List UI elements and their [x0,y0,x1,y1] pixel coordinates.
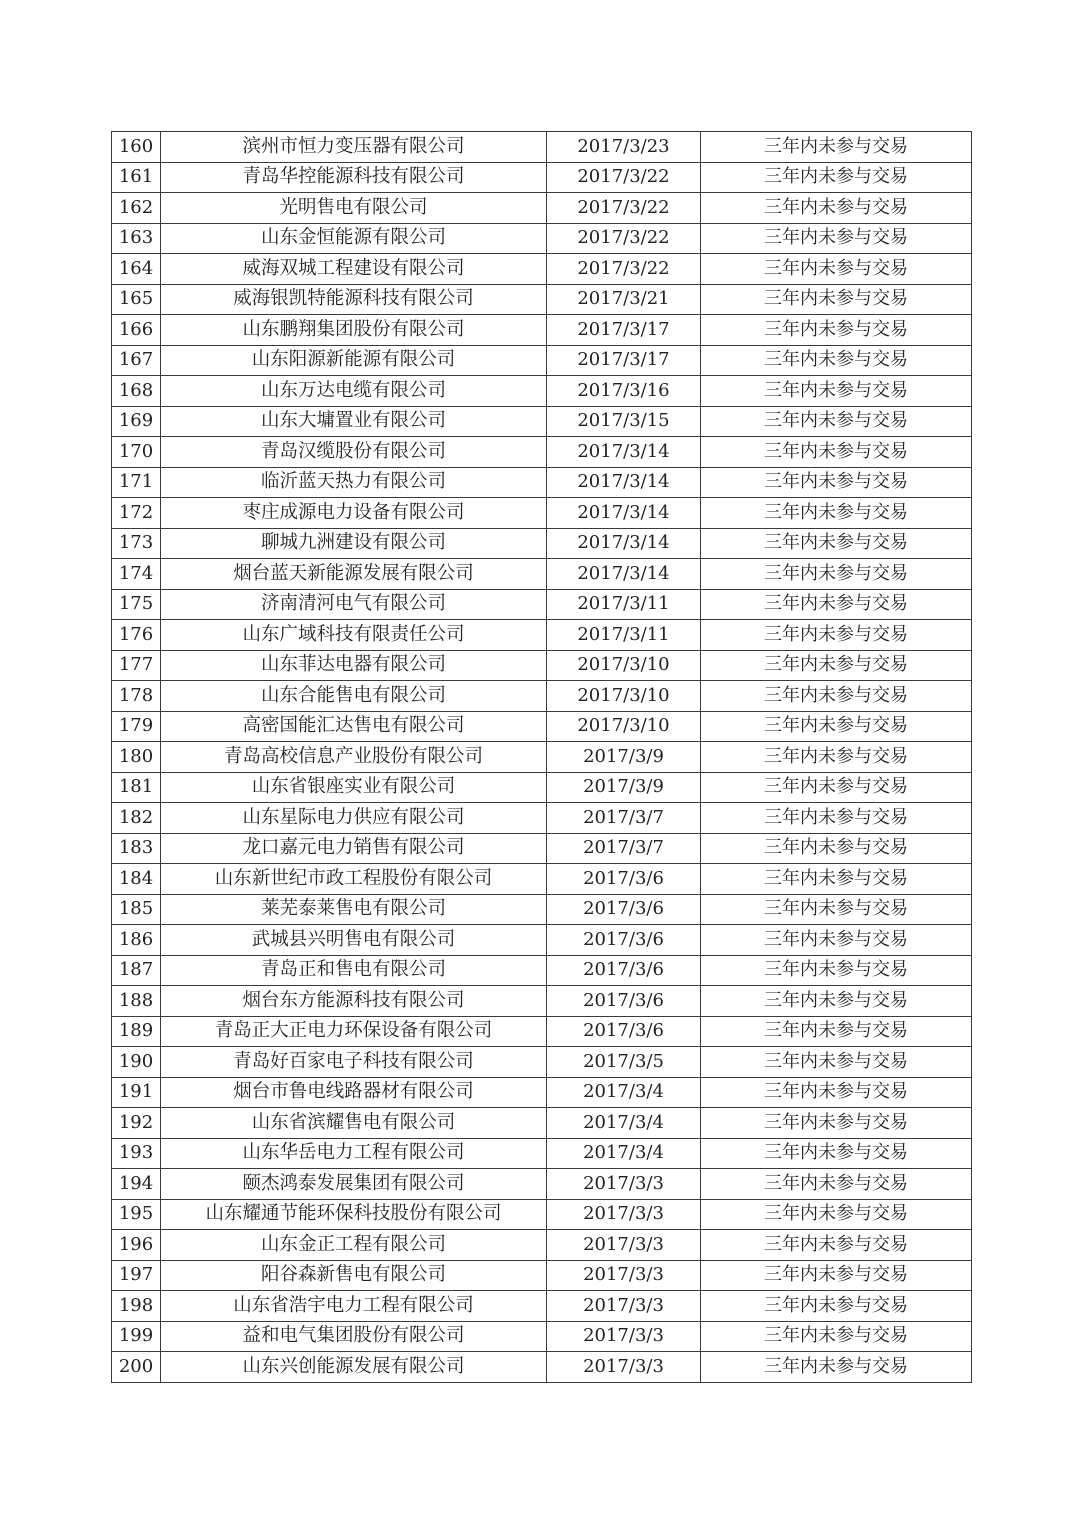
table-row [112,711,972,742]
status-cell: 三年内未参与交易 [701,1230,972,1261]
row-number-cell: 180 [112,742,161,773]
row-number-cell: 160 [112,132,161,163]
date-cell: 2017/3/6 [547,864,701,895]
company-name-cell: 莱芜泰莱售电有限公司 [161,894,547,925]
date-cell: 2017/3/14 [547,498,701,529]
table-row [112,223,972,254]
company-name-cell: 烟台市鲁电线路器材有限公司 [161,1077,547,1108]
row-number-cell: 181 [112,772,161,803]
table-row [112,1352,972,1383]
status-cell: 三年内未参与交易 [701,1260,972,1291]
row-number-cell: 179 [112,711,161,742]
date-cell: 2017/3/3 [547,1260,701,1291]
row-number-cell: 200 [112,1352,161,1383]
table-row [112,955,972,986]
date-cell: 2017/3/10 [547,681,701,712]
table-row [112,162,972,193]
date-cell: 2017/3/3 [547,1230,701,1261]
status-cell: 三年内未参与交易 [701,1077,972,1108]
row-number-cell: 175 [112,589,161,620]
company-name-cell: 山东华岳电力工程有限公司 [161,1138,547,1169]
date-cell: 2017/3/10 [547,711,701,742]
row-number-cell: 162 [112,193,161,224]
table-row [112,1230,972,1261]
company-name-cell: 济南清河电气有限公司 [161,589,547,620]
table-row [112,193,972,224]
status-cell: 三年内未参与交易 [701,711,972,742]
date-cell: 2017/3/5 [547,1047,701,1078]
date-cell: 2017/3/17 [547,315,701,346]
row-number-cell: 198 [112,1291,161,1322]
row-number-cell: 185 [112,894,161,925]
status-cell: 三年内未参与交易 [701,528,972,559]
row-number-cell: 170 [112,437,161,468]
company-name-cell: 山东菲达电器有限公司 [161,650,547,681]
table-row [112,894,972,925]
company-name-cell: 山东鹏翔集团股份有限公司 [161,315,547,346]
company-name-cell: 山东省银座实业有限公司 [161,772,547,803]
row-number-cell: 166 [112,315,161,346]
company-name-cell: 山东合能售电有限公司 [161,681,547,712]
date-cell: 2017/3/11 [547,589,701,620]
date-cell: 2017/3/22 [547,223,701,254]
table-row [112,803,972,834]
date-cell: 2017/3/3 [547,1291,701,1322]
row-number-cell: 197 [112,1260,161,1291]
row-number-cell: 168 [112,376,161,407]
company-name-cell: 青岛好百家电子科技有限公司 [161,1047,547,1078]
date-cell: 2017/3/22 [547,193,701,224]
row-number-cell: 161 [112,162,161,193]
row-number-cell: 195 [112,1199,161,1230]
row-number-cell: 188 [112,986,161,1017]
row-number-cell: 163 [112,223,161,254]
table-row [112,406,972,437]
table-row [112,620,972,651]
company-name-cell: 山东金正工程有限公司 [161,1230,547,1261]
table-row [112,1260,972,1291]
table-row [112,1138,972,1169]
status-cell: 三年内未参与交易 [701,376,972,407]
table-row [112,345,972,376]
status-cell: 三年内未参与交易 [701,1321,972,1352]
status-cell: 三年内未参与交易 [701,955,972,986]
company-name-cell: 枣庄成源电力设备有限公司 [161,498,547,529]
date-cell: 2017/3/4 [547,1138,701,1169]
company-name-cell: 山东新世纪市政工程股份有限公司 [161,864,547,895]
table-row [112,1108,972,1139]
row-number-cell: 183 [112,833,161,864]
company-name-cell: 威海银凯特能源科技有限公司 [161,284,547,315]
status-cell: 三年内未参与交易 [701,1199,972,1230]
table-row [112,1199,972,1230]
status-cell: 三年内未参与交易 [701,589,972,620]
row-number-cell: 178 [112,681,161,712]
company-name-cell: 山东耀通节能环保科技股份有限公司 [161,1199,547,1230]
table-row [112,1291,972,1322]
row-number-cell: 171 [112,467,161,498]
company-name-cell: 高密国能汇达售电有限公司 [161,711,547,742]
date-cell: 2017/3/3 [547,1199,701,1230]
date-cell: 2017/3/9 [547,772,701,803]
date-cell: 2017/3/21 [547,284,701,315]
row-number-cell: 165 [112,284,161,315]
table-row [112,986,972,1017]
company-name-cell: 山东金恒能源有限公司 [161,223,547,254]
status-cell: 三年内未参与交易 [701,406,972,437]
date-cell: 2017/3/17 [547,345,701,376]
table-row [112,772,972,803]
company-name-cell: 龙口嘉元电力销售有限公司 [161,833,547,864]
status-cell: 三年内未参与交易 [701,742,972,773]
company-name-cell: 武城县兴明售电有限公司 [161,925,547,956]
date-cell: 2017/3/11 [547,620,701,651]
status-cell: 三年内未参与交易 [701,772,972,803]
date-cell: 2017/3/7 [547,833,701,864]
status-cell: 三年内未参与交易 [701,498,972,529]
table-row [112,1321,972,1352]
table-row [112,742,972,773]
row-number-cell: 173 [112,528,161,559]
row-number-cell: 186 [112,925,161,956]
status-cell: 三年内未参与交易 [701,559,972,590]
date-cell: 2017/3/15 [547,406,701,437]
row-number-cell: 174 [112,559,161,590]
table-row [112,864,972,895]
date-cell: 2017/3/14 [547,559,701,590]
company-name-cell: 山东兴创能源发展有限公司 [161,1352,547,1383]
company-name-cell: 聊城九洲建设有限公司 [161,528,547,559]
status-cell: 三年内未参与交易 [701,1291,972,1322]
date-cell: 2017/3/23 [547,132,701,163]
status-cell: 三年内未参与交易 [701,833,972,864]
row-number-cell: 199 [112,1321,161,1352]
status-cell: 三年内未参与交易 [701,437,972,468]
row-number-cell: 169 [112,406,161,437]
date-cell: 2017/3/4 [547,1108,701,1139]
status-cell: 三年内未参与交易 [701,254,972,285]
date-cell: 2017/3/6 [547,925,701,956]
company-name-cell: 颐杰鸿泰发展集团有限公司 [161,1169,547,1200]
company-name-cell: 烟台蓝天新能源发展有限公司 [161,559,547,590]
date-cell: 2017/3/14 [547,467,701,498]
company-name-cell: 山东星际电力供应有限公司 [161,803,547,834]
date-cell: 2017/3/6 [547,894,701,925]
status-cell: 三年内未参与交易 [701,650,972,681]
date-cell: 2017/3/6 [547,986,701,1017]
table-row [112,589,972,620]
row-number-cell: 196 [112,1230,161,1261]
table-row [112,376,972,407]
status-cell: 三年内未参与交易 [701,193,972,224]
row-number-cell: 193 [112,1138,161,1169]
status-cell: 三年内未参与交易 [701,1352,972,1383]
company-table [111,131,972,1383]
table-row [112,498,972,529]
row-number-cell: 187 [112,955,161,986]
company-name-cell: 山东大墉置业有限公司 [161,406,547,437]
company-name-cell: 青岛华控能源科技有限公司 [161,162,547,193]
table-row [112,1016,972,1047]
row-number-cell: 194 [112,1169,161,1200]
status-cell: 三年内未参与交易 [701,986,972,1017]
table-row [112,1077,972,1108]
date-cell: 2017/3/16 [547,376,701,407]
status-cell: 三年内未参与交易 [701,681,972,712]
table-row [112,437,972,468]
date-cell: 2017/3/3 [547,1352,701,1383]
row-number-cell: 172 [112,498,161,529]
date-cell: 2017/3/22 [547,162,701,193]
table-row [112,681,972,712]
table-row [112,650,972,681]
date-cell: 2017/3/9 [547,742,701,773]
date-cell: 2017/3/7 [547,803,701,834]
company-name-cell: 青岛正和售电有限公司 [161,955,547,986]
date-cell: 2017/3/14 [547,437,701,468]
date-cell: 2017/3/6 [547,955,701,986]
row-number-cell: 167 [112,345,161,376]
row-number-cell: 176 [112,620,161,651]
table-row [112,284,972,315]
date-cell: 2017/3/14 [547,528,701,559]
company-name-cell: 青岛正大正电力环保设备有限公司 [161,1016,547,1047]
date-cell: 2017/3/3 [547,1169,701,1200]
table-row [112,528,972,559]
date-cell: 2017/3/3 [547,1321,701,1352]
company-name-cell: 青岛汉缆股份有限公司 [161,437,547,468]
company-name-cell: 青岛高校信息产业股份有限公司 [161,742,547,773]
table-row [112,559,972,590]
company-name-cell: 威海双城工程建设有限公司 [161,254,547,285]
row-number-cell: 164 [112,254,161,285]
date-cell: 2017/3/6 [547,1016,701,1047]
row-number-cell: 177 [112,650,161,681]
status-cell: 三年内未参与交易 [701,345,972,376]
table-row [112,132,972,163]
table-row [112,833,972,864]
status-cell: 三年内未参与交易 [701,315,972,346]
date-cell: 2017/3/22 [547,254,701,285]
status-cell: 三年内未参与交易 [701,1047,972,1078]
row-number-cell: 189 [112,1016,161,1047]
status-cell: 三年内未参与交易 [701,162,972,193]
row-number-cell: 190 [112,1047,161,1078]
status-cell: 三年内未参与交易 [701,620,972,651]
table-row [112,1047,972,1078]
status-cell: 三年内未参与交易 [701,132,972,163]
company-name-cell: 山东阳源新能源有限公司 [161,345,547,376]
table-body [112,132,972,1383]
company-name-cell: 光明售电有限公司 [161,193,547,224]
company-name-cell: 滨州市恒力变压器有限公司 [161,132,547,163]
status-cell: 三年内未参与交易 [701,1016,972,1047]
table-row [112,254,972,285]
date-cell: 2017/3/10 [547,650,701,681]
status-cell: 三年内未参与交易 [701,1169,972,1200]
status-cell: 三年内未参与交易 [701,803,972,834]
table-row [112,467,972,498]
status-cell: 三年内未参与交易 [701,284,972,315]
status-cell: 三年内未参与交易 [701,925,972,956]
date-cell: 2017/3/4 [547,1077,701,1108]
company-name-cell: 山东广域科技有限责任公司 [161,620,547,651]
table-row [112,925,972,956]
company-name-cell: 山东省滨耀售电有限公司 [161,1108,547,1139]
company-name-cell: 益和电气集团股份有限公司 [161,1321,547,1352]
company-name-cell: 阳谷森新售电有限公司 [161,1260,547,1291]
row-number-cell: 191 [112,1077,161,1108]
company-name-cell: 山东万达电缆有限公司 [161,376,547,407]
company-name-cell: 山东省浩宇电力工程有限公司 [161,1291,547,1322]
status-cell: 三年内未参与交易 [701,1138,972,1169]
status-cell: 三年内未参与交易 [701,894,972,925]
status-cell: 三年内未参与交易 [701,864,972,895]
status-cell: 三年内未参与交易 [701,223,972,254]
company-name-cell: 临沂蓝天热力有限公司 [161,467,547,498]
table-row [112,315,972,346]
row-number-cell: 184 [112,864,161,895]
company-name-cell: 烟台东方能源科技有限公司 [161,986,547,1017]
table-row [112,1169,972,1200]
row-number-cell: 192 [112,1108,161,1139]
status-cell: 三年内未参与交易 [701,1108,972,1139]
row-number-cell: 182 [112,803,161,834]
status-cell: 三年内未参与交易 [701,467,972,498]
